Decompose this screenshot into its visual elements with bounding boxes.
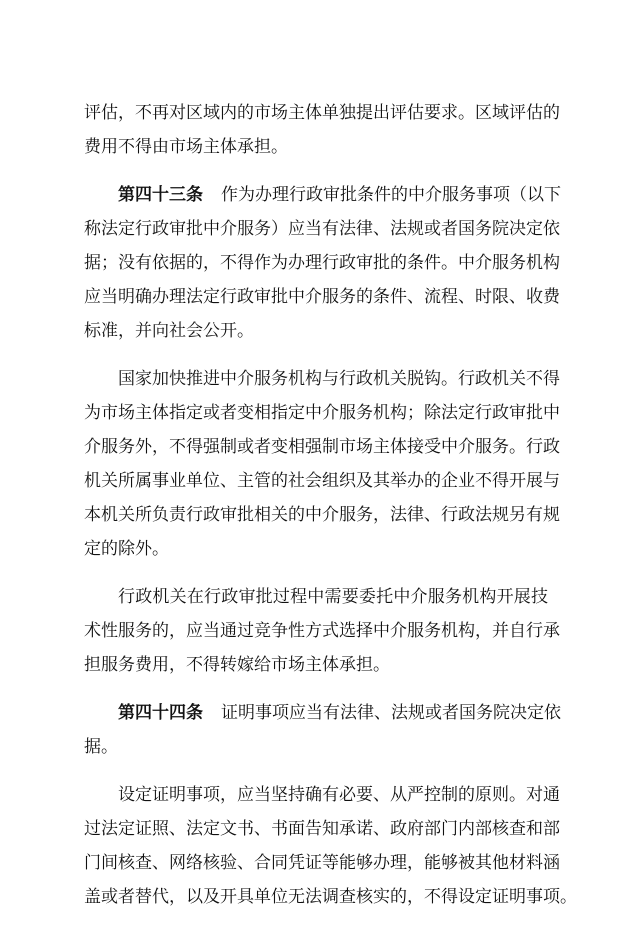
- text-line: 定的除外。: [84, 539, 169, 559]
- article-heading: 第四十四条: [118, 703, 203, 723]
- text-line: 过法定证照、法定文书、书面告知承诺、政府部门内部核查和部: [84, 819, 560, 839]
- article-heading: 第四十三条: [118, 185, 203, 205]
- paragraph-3: [84, 362, 560, 566]
- text-line: 称法定行政审批中介服务）应当有法律、法规或者国务院决定依: [84, 219, 560, 239]
- text-line: 据；没有依据的，不得作为办理行政审批的条件。中介服务机构: [84, 253, 560, 273]
- text-line: 担服务费用，不得转嫁给市场主体承担。: [84, 655, 390, 675]
- text-line: 介服务外，不得强制或者变相强制市场主体接受中介服务。行政: [84, 437, 560, 457]
- text-line: 评估，不再对区域内的市场主体单独提出评估要求。区域评估的: [84, 103, 560, 123]
- paragraph-1: [84, 96, 560, 164]
- text-line: 费用不得由市场主体承担。: [84, 137, 288, 157]
- text-line: 本机关所负责行政审批相关的中介服务，法律、行政法规另有规: [84, 505, 560, 525]
- document-page: [84, 96, 577, 928]
- text-line: 行政机关在行政审批过程中需要委托中介服务机构开展技: [118, 587, 548, 607]
- text-line: 机关所属事业单位、主管的社会组织及其举办的企业不得开展与: [84, 471, 560, 491]
- text-line: 第四十三条 作为办理行政审批条件的中介服务事项（以下: [118, 185, 561, 205]
- text-line: 为市场主体指定或者变相指定中介服务机构；除法定行政审批中: [84, 403, 560, 423]
- text-line: 据。: [84, 737, 118, 757]
- paragraph-4: [84, 580, 560, 682]
- paragraph-2: [84, 178, 561, 348]
- text-line: 术性服务的，应当通过竞争性方式选择中介服务机构，并自行承: [84, 621, 560, 641]
- text-line: 第四十四条 证明事项应当有法律、法规或者国务院决定依: [118, 703, 561, 723]
- text-line: 国家加快推进中介服务机构与行政机关脱钩。行政机关不得: [118, 369, 560, 389]
- paragraph-5: [84, 696, 561, 764]
- text-line: 标准，并向社会公开。: [84, 321, 254, 341]
- paragraph-6: [84, 778, 577, 914]
- text-line: 应当明确办理法定行政审批中介服务的条件、流程、时限、收费: [84, 287, 560, 307]
- text-line: 设定证明事项，应当坚持确有必要、从严控制的原则。对通: [118, 785, 560, 805]
- text-line: 盖或者替代，以及开具单位无法调查核实的，不得设定证明事项。: [84, 887, 577, 907]
- text-line: 门间核查、网络核验、合同凭证等能够办理，能够被其他材料涵: [84, 853, 560, 873]
